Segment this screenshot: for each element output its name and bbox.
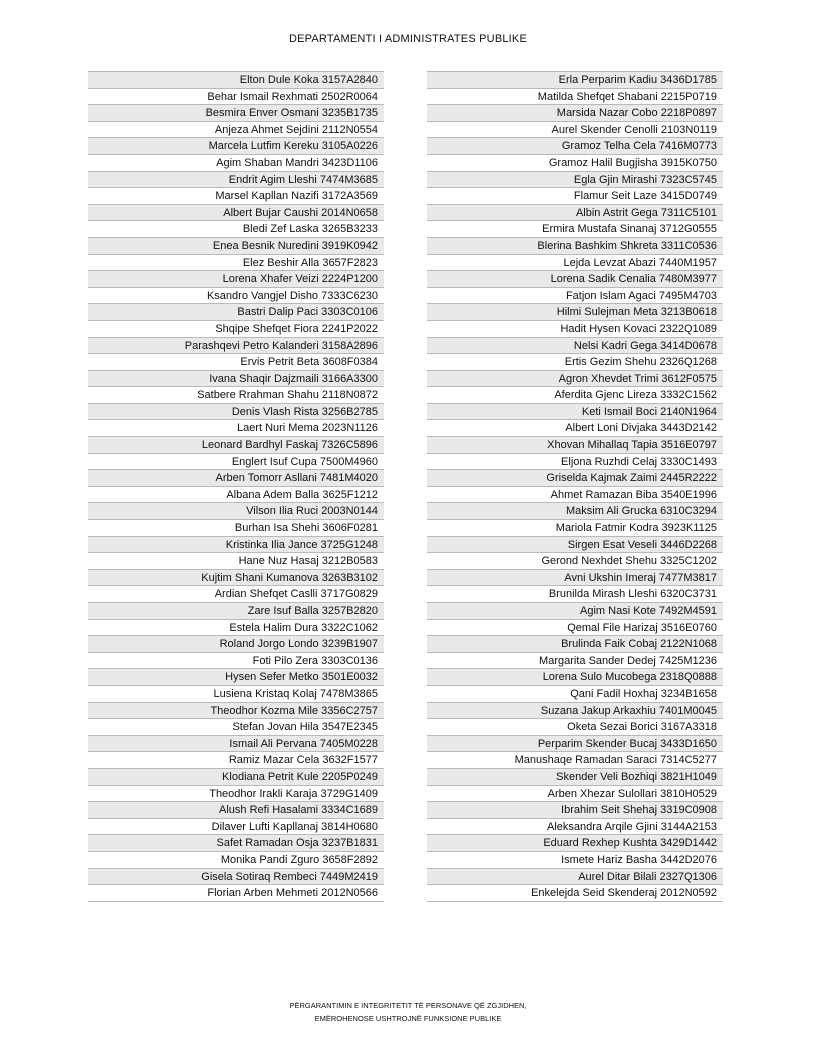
- page-footer: [0, 999, 816, 1025]
- list-item: Ermira Mustafa Sinanaj 3712G0555: [427, 221, 723, 238]
- list-item: Eljona Ruzhdi Celaj 3330C1493: [427, 454, 723, 471]
- list-item: Agim Nasi Kote 7492M4591: [427, 603, 723, 620]
- list-item: Maksim Ali Grucka 6310C3294: [427, 503, 723, 520]
- list-item: Albert Loni Divjaka 3443D2142: [427, 420, 723, 437]
- list-item: Hadit Hysen Kovaci 2322Q1089: [427, 321, 723, 338]
- list-item: Lusiena Kristaq Kolaj 7478M3865: [88, 686, 384, 703]
- list-item: Lejda Levzat Abazi 7440M1957: [427, 255, 723, 272]
- footer-line-2: EMËROHENOSE USHTROJNË FUNKSIONE PUBLIKE: [314, 1014, 502, 1023]
- list-item: Theodhor Irakli Karaja 3729G1409: [88, 786, 384, 803]
- list-item: Bledi Zef Laska 3265B3233: [88, 221, 384, 238]
- list-item: Eduard Rexhep Kushta 3429D1442: [427, 835, 723, 852]
- list-item: Aurel Skender Cenolli 2103N0119: [427, 122, 723, 139]
- list-item: Ksandro Vangjel Disho 7333C6230: [88, 288, 384, 305]
- list-item: Skender Veli Bozhiqi 3821H1049: [427, 769, 723, 786]
- list-item: Roland Jorgo Londo 3239B1907: [88, 636, 384, 653]
- list-item: Marsel Kapllan Nazifi 3172A3569: [88, 188, 384, 205]
- list-item: Hane Nuz Hasaj 3212B0583: [88, 553, 384, 570]
- list-item: Stefan Jovan Hila 3547E2345: [88, 719, 384, 736]
- list-item: Shqipe Shefqet Fiora 2241P2022: [88, 321, 384, 338]
- list-item: Margarita Sander Dedej 7425M1236: [427, 653, 723, 670]
- list-item: Mariola Fatmir Kodra 3923K1125: [427, 520, 723, 537]
- list-item: Marsida Nazar Cobo 2218P0897: [427, 105, 723, 122]
- list-item: Ibrahim Seit Shehaj 3319C0908: [427, 802, 723, 819]
- list-item: Qani Fadil Hoxhaj 3234B1658: [427, 686, 723, 703]
- list-item: Perparim Skender Bucaj 3433D1650: [427, 736, 723, 753]
- list-item: Albin Astrit Gega 7311C5101: [427, 205, 723, 222]
- list-item: Aleksandra Arqile Gjini 3144A2153: [427, 819, 723, 836]
- list-item: Egla Gjin Mirashi 7323C5745: [427, 172, 723, 189]
- list-item: Marcela Lutfim Kereku 3105A0226: [88, 138, 384, 155]
- list-item: Estela Halim Dura 3322C1062: [88, 620, 384, 637]
- list-item: Zare Isuf Balla 3257B2820: [88, 603, 384, 620]
- list-item: Behar Ismail Rexhmati 2502R0064: [88, 89, 384, 106]
- list-item: Lorena Sulo Mucobega 2318Q0888: [427, 669, 723, 686]
- list-item: Klodiana Petrit Kule 2205P0249: [88, 769, 384, 786]
- list-item: Lorena Xhafer Veizi 2224P1200: [88, 271, 384, 288]
- list-item: Vilson Ilia Ruci 2003N0144: [88, 503, 384, 520]
- list-item: Theodhor Kozma Mile 3356C2757: [88, 703, 384, 720]
- list-item: Leonard Bardhyl Faskaj 7326C5896: [88, 437, 384, 454]
- list-item: Ivana Shaqir Dajzmaili 3166A3300: [88, 371, 384, 388]
- list-item: Ismete Hariz Basha 3442D2076: [427, 852, 723, 869]
- list-item: Erla Perparim Kadiu 3436D1785: [427, 72, 723, 89]
- list-item: Dilaver Lufti Kapllanaj 3814H0680: [88, 819, 384, 836]
- list-item: Ahmet Ramazan Biba 3540E1996: [427, 487, 723, 504]
- list-item: Foti Pilo Zera 3303C0136: [88, 653, 384, 670]
- footer-line-1: PËRGARANTIMIN E INTEGRITETIT TË PERSONAVE QË ZGJIDHEN,: [289, 1001, 527, 1010]
- list-item: Ertis Gezim Shehu 2326Q1268: [427, 354, 723, 371]
- list-item: Agim Shaban Mandri 3423D1106: [88, 155, 384, 172]
- list-item: Kristinka Ilia Jance 3725G1248: [88, 537, 384, 554]
- list-item: Elton Dule Koka 3157A2840: [88, 72, 384, 89]
- list-item: Safet Ramadan Osja 3237B1831: [88, 835, 384, 852]
- list-item: Albana Adem Balla 3625F1212: [88, 487, 384, 504]
- list-item: Matilda Shefqet Shabani 2215P0719: [427, 89, 723, 106]
- list-item: Anjeza Ahmet Sejdini 2112N0554: [88, 122, 384, 139]
- list-item: Gisela Sotiraq Rembeci 7449M2419: [88, 869, 384, 886]
- list-item: Ramiz Mazar Cela 3632F1577: [88, 752, 384, 769]
- left-name-list: [88, 71, 384, 902]
- list-item: Ismail Ali Pervana 7405M0228: [88, 736, 384, 753]
- list-item: Nelsi Kadri Gega 3414D0678: [427, 338, 723, 355]
- list-item: Qemal File Harizaj 3516E0760: [427, 620, 723, 637]
- list-item: Kujtim Shani Kumanova 3263B3102: [88, 570, 384, 587]
- list-item: Monika Pandi Zguro 3658F2892: [88, 852, 384, 869]
- list-item: Ardian Shefqet Caslli 3717G0829: [88, 586, 384, 603]
- list-item: Xhovan Mihallaq Tapia 3516E0797: [427, 437, 723, 454]
- list-item: Lorena Sadik Cenalia 7480M3977: [427, 271, 723, 288]
- list-item: Ervis Petrit Beta 3608F0384: [88, 354, 384, 371]
- list-item: Oketa Sezai Borici 3167A3318: [427, 719, 723, 736]
- list-item: Fatjon Islam Agaci 7495M4703: [427, 288, 723, 305]
- list-item: Arben Xhezar Sulollari 3810H0529: [427, 786, 723, 803]
- list-item: Avni Ukshin Imeraj 7477M3817: [427, 570, 723, 587]
- list-item: Griselda Kajmak Zaimi 2445R2222: [427, 470, 723, 487]
- list-item: Sirgen Esat Veseli 3446D2268: [427, 537, 723, 554]
- list-item: Parashqevi Petro Kalanderi 3158A2896: [88, 338, 384, 355]
- right-name-list: [427, 71, 723, 902]
- list-item: Endrit Agim Lleshi 7474M3685: [88, 172, 384, 189]
- list-item: Florian Arben Mehmeti 2012N0566: [88, 885, 384, 902]
- list-item: Englert Isuf Cupa 7500M4960: [88, 454, 384, 471]
- list-item: Brulinda Faik Cobaj 2122N1068: [427, 636, 723, 653]
- page-title: DEPARTAMENTI I ADMINISTRATES PUBLIKE: [288, 33, 528, 45]
- list-item: Gramoz Halil Bugjisha 3915K0750: [427, 155, 723, 172]
- list-item: Albert Bujar Caushi 2014N0658: [88, 205, 384, 222]
- list-item: Suzana Jakup Arkaxhiu 7401M0045: [427, 703, 723, 720]
- list-item: Enkelejda Seid Skenderaj 2012N0592: [427, 885, 723, 902]
- list-item: Hysen Sefer Metko 3501E0032: [88, 669, 384, 686]
- list-item: Flamur Seit Laze 3415D0749: [427, 188, 723, 205]
- list-item: Besmira Enver Osmani 3235B1735: [88, 105, 384, 122]
- list-item: Keti Ismail Boci 2140N1964: [427, 404, 723, 421]
- list-item: Brunilda Mirash Lleshi 6320C3731: [427, 586, 723, 603]
- list-item: Hilmi Sulejman Meta 3213B0618: [427, 304, 723, 321]
- list-item: Gerond Nexhdet Shehu 3325C1202: [427, 553, 723, 570]
- list-item: Arben Tomorr Asllani 7481M4020: [88, 470, 384, 487]
- list-item: Burhan Isa Shehi 3606F0281: [88, 520, 384, 537]
- list-item: Satbere Rrahman Shahu 2118N0872: [88, 387, 384, 404]
- list-item: Laert Nuri Mema 2023N1126: [88, 420, 384, 437]
- list-item: Gramoz Telha Cela 7416M0773: [427, 138, 723, 155]
- list-item: Alush Refi Hasalami 3334C1689: [88, 802, 384, 819]
- list-item: Elez Beshir Alla 3657F2823: [88, 255, 384, 272]
- list-item: Aurel Ditar Bilali 2327Q1306: [427, 869, 723, 886]
- list-item: Agron Xhevdet Trimi 3612F0575: [427, 371, 723, 388]
- list-item: Denis Vlash Rista 3256B2785: [88, 404, 384, 421]
- list-item: Bastri Dalip Paci 3303C0106: [88, 304, 384, 321]
- list-item: Manushaqe Ramadan Saraci 7314C5277: [427, 752, 723, 769]
- list-item: Blerina Bashkim Shkreta 3311C0536: [427, 238, 723, 255]
- list-item: Aferdita Gjenc Lireza 3332C1562: [427, 387, 723, 404]
- list-item: Enea Besnik Nuredini 3919K0942: [88, 238, 384, 255]
